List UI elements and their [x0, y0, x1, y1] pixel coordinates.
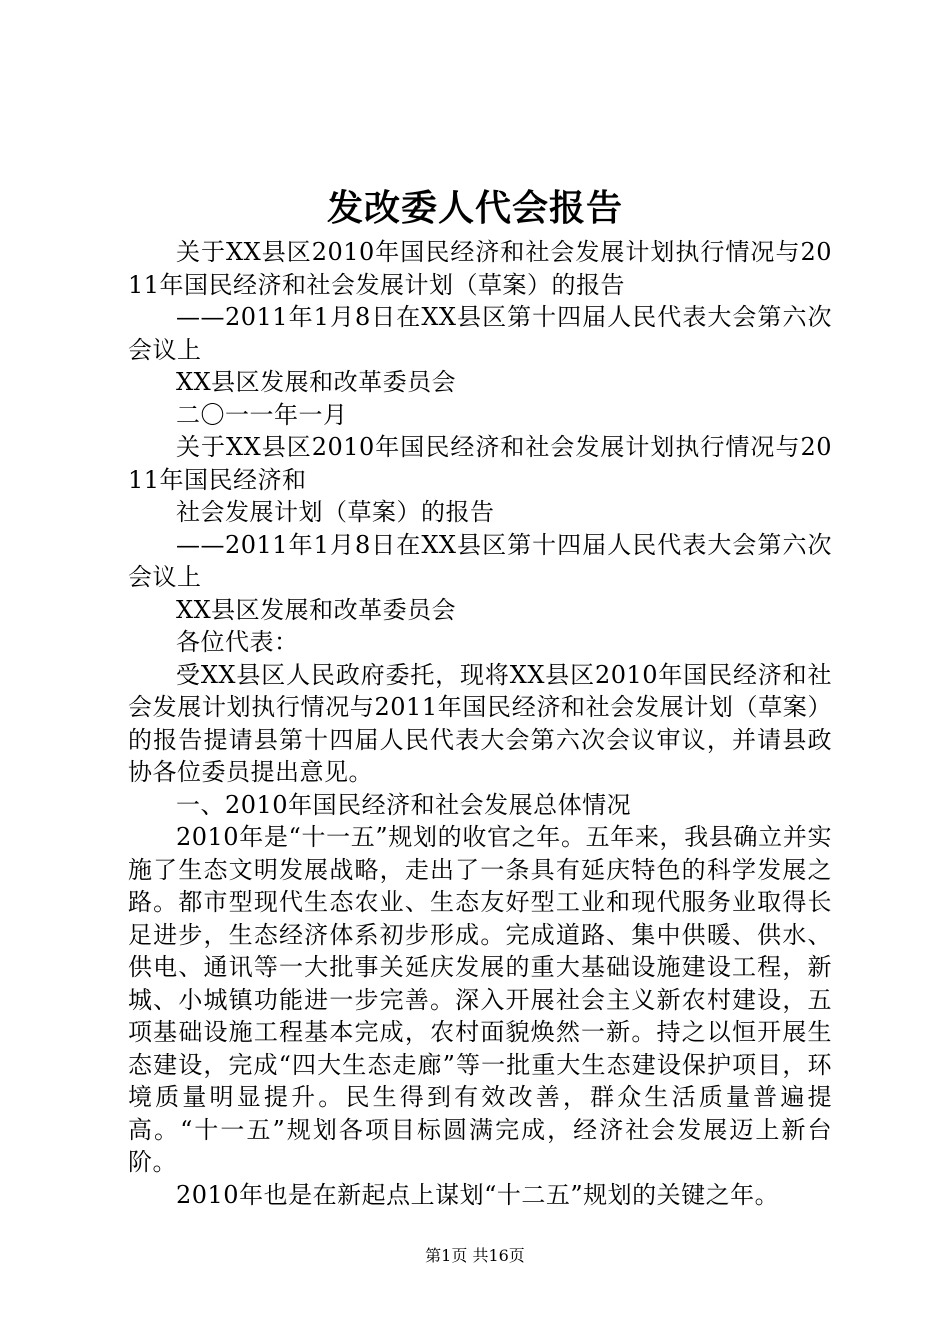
report-heading-continuation: 社会发展计划（草案）的报告 — [176, 498, 495, 526]
document-title: 发改委人代会报告 — [326, 187, 623, 229]
report-heading-repeat: 关于XX县区2010年国民经济和社会发展计划执行情况与2011年国民经济和 — [128, 433, 832, 494]
document-body — [128, 236, 832, 1211]
intro-paragraph: 受XX县区人民政府委托，现将XX县区2010年国民经济和社会发展计划执行情况与2011年国民经济和社会发展计划（草案）的报告提请县第十四届人民代表大会第六次会议审议，并请县政协各位委员提出意见。 — [128, 660, 832, 786]
meeting-line: ——2011年1月8日在XX县区第十四届人民代表大会第六次会议上 — [128, 303, 832, 364]
page-footer: 第1页 共16页 — [425, 1246, 525, 1265]
salutation: 各位代表： — [176, 628, 299, 656]
report-heading: 关于XX县区2010年国民经济和社会发展计划执行情况与2011年国民经济和社会发展计划（草案）的报告 — [128, 238, 832, 299]
section-heading: 一、2010年国民经济和社会发展总体情况 — [176, 790, 632, 819]
issuer-line-repeat: XX县区发展和改革委员会 — [176, 595, 457, 624]
date-line: 二〇一一年一月 — [176, 400, 348, 429]
closing-paragraph: 2010年也是在新起点上谋划“十二五”规划的关键之年。 — [176, 1180, 780, 1209]
issuer-line: XX县区发展和改革委员会 — [176, 368, 457, 396]
summary-paragraph: 2010年是“十一五”规划的收官之年。五年来，我县确立并实施了生态文明发展战略，走出了一条具有延庆特色的科学发展之路。都市型现代生态农业、生态友好型工业和现代服务业取得长足进步，生态经济体系初步形成。完成道路、集中供暖、供水、供电、通讯等一大批事关延庆发展的重大基础设施建设工程，新城、小城镇功能进一步完善。深入开展社会主义新农村建设，五项基础设施工程基本完成，农村面貌焕然一新。持之以恒开展生态建设，完成“四大生态走廊”等一批重大生态建设保护项目，环境质量明显提升。民生得到有效改善，群众生活质量普遍提高。“十一五”规划各项目标圆满完成，经济社会发展迈上新台阶。 — [128, 823, 832, 1176]
meeting-line-repeat: ——2011年1月8日在XX县区第十四届人民代表大会第六次会议上 — [128, 530, 832, 591]
